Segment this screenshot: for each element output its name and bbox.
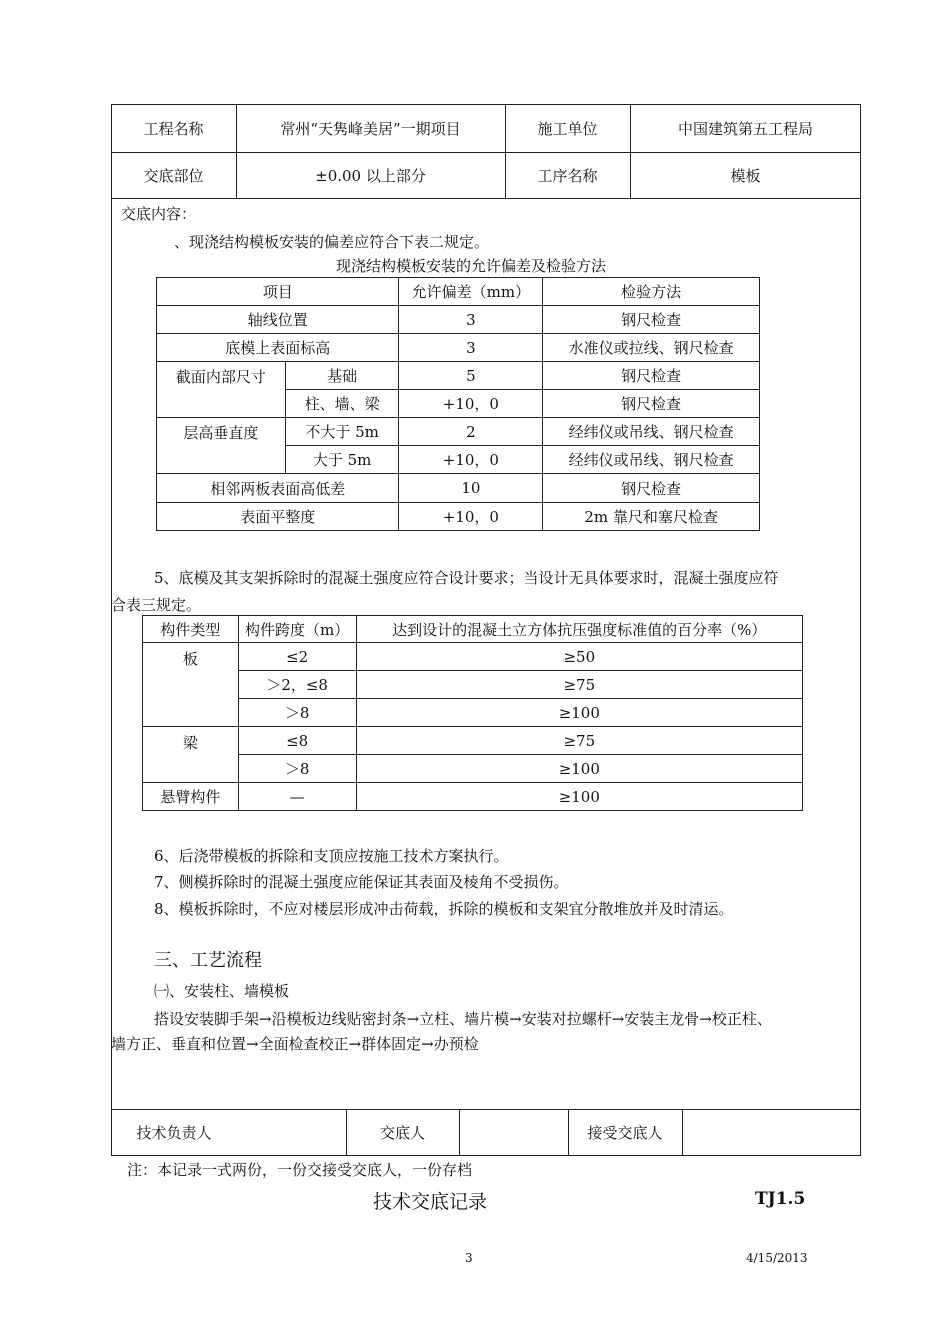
t2-cell: 大于 5m [285, 446, 399, 474]
removal-strength-table [142, 615, 803, 811]
formwork-tolerance-table [156, 277, 760, 531]
print-date: 4/15/2013 [746, 1251, 808, 1265]
table2-title: 现浇结构模板安装的允许偏差及检验方法 [336, 257, 607, 275]
item-7-text: 7、侧模拆除时的混凝土强度应能保证其表面及棱角不受损伤。 [154, 873, 569, 891]
subsection-1-heading: ㈠、安装柱、墙模板 [154, 982, 290, 1000]
t2-cell: +10，0 [399, 503, 543, 531]
item-5-line-2: 合表三规定。 [111, 596, 202, 614]
t2-cell: 钢尺检查 [543, 306, 760, 334]
sig-col-2 [459, 1109, 460, 1156]
receiver-label: 接受交底人 [587, 1124, 663, 1142]
t3-cell: ＞8 [238, 699, 356, 727]
t2-cell: +10，0 [399, 390, 543, 418]
t3-cell: ≥100 [356, 755, 802, 783]
t3-cell: ＞8 [238, 755, 356, 783]
item-4-text: 、现浇结构模板安装的偏差应符合下表二规定。 [174, 233, 490, 251]
t2-header-item: 项目 [157, 278, 399, 306]
t3-cell: ≤8 [238, 727, 356, 755]
t2-cell: 5 [399, 362, 543, 390]
unit-label: 施工单位 [537, 119, 598, 138]
project-label: 工程名称 [143, 119, 204, 138]
t3-cell: ≥100 [356, 699, 802, 727]
sig-col-4 [682, 1109, 683, 1156]
part-label: 交底部位 [143, 166, 204, 185]
process-value: 模板 [730, 166, 761, 185]
t3-cell: ＞2，≤8 [238, 671, 356, 699]
t3-cell: ≥75 [356, 727, 802, 755]
tech-lead-label: 技术负责人 [136, 1124, 212, 1142]
t2-cell: 经纬仪或吊线、钢尺检查 [543, 446, 760, 474]
t2-cell: 2 [399, 418, 543, 446]
process-label: 工序名称 [537, 166, 598, 185]
t2-cell: 钢尺检查 [543, 362, 760, 390]
t3-cell: ≥100 [356, 783, 802, 811]
t2-cell: +10，0 [399, 446, 543, 474]
t3-header-strength: 达到设计的混凝土立方体抗压强度标准值的百分率（%） [356, 616, 802, 643]
document-title: 技术交底记录 [373, 1191, 488, 1213]
flow-line-1: 搭设安装脚手架→沿模板边线贴密封条→立柱、墙片模→安装对拉螺杆→安装主龙骨→校正柱、 [154, 1010, 772, 1028]
t2-cell: 10 [399, 474, 543, 503]
t2-cell: 不大于 5m [285, 418, 399, 446]
t2-header-tolerance: 允许偏差（mm） [399, 278, 543, 306]
t2-cell: 轴线位置 [157, 306, 399, 334]
section-3-heading: 三、工艺流程 [154, 950, 262, 971]
t2-cell: 水准仪或拉线、钢尺检查 [543, 334, 760, 362]
t2-cell: 基础 [285, 362, 399, 390]
t2-cell: 3 [399, 334, 543, 362]
t2-cell: 钢尺检查 [543, 474, 760, 503]
document-code: TJ1.5 [755, 1189, 806, 1209]
t2-cell: 表面平整度 [157, 503, 399, 531]
project-value: 常州“天隽峰美居”一期项目 [280, 119, 461, 138]
t3-cell: 悬臂构件 [143, 783, 239, 811]
t2-cell: 2m 靠尺和塞尺检查 [543, 503, 760, 531]
t2-cell: 底模上表面标高 [157, 334, 399, 362]
record-note: 注：本记录一式两份，一份交接受交底人，一份存档 [127, 1161, 473, 1179]
handover-label: 交底人 [379, 1124, 425, 1142]
header-bottom [111, 198, 861, 199]
t3-group-beam: 梁 [143, 727, 239, 783]
t2-group-verticality: 层高垂直度 [157, 418, 286, 474]
content-label: 交底内容： [121, 205, 197, 223]
item-5-line-1: 5、底模及其支架拆除时的混凝土强度应符合设计要求；当设计无具体要求时，混凝土强度应符 [154, 569, 779, 587]
t3-cell: ≥50 [356, 643, 802, 671]
t2-cell: 钢尺检查 [543, 390, 760, 418]
item-8-text: 8、模板拆除时，不应对楼层形成冲击荷载，拆除的模板和支架宜分散堆放并及时清运。 [154, 900, 734, 918]
t3-cell: ≥75 [356, 671, 802, 699]
t3-cell: ≤2 [238, 643, 356, 671]
part-value: ±0.00 以上部分 [315, 166, 426, 185]
t3-cell: — [238, 783, 356, 811]
t2-group-section: 截面内部尺寸 [157, 362, 286, 418]
flow-line-2: 墙方正、垂直和位置→全面检查校正→群体固定→办预检 [111, 1035, 479, 1053]
t3-header-span: 构件跨度（m） [238, 616, 356, 643]
page-number: 3 [465, 1251, 473, 1265]
t3-group-slab: 板 [143, 643, 239, 727]
t2-cell: 相邻两板表面高低差 [157, 474, 399, 503]
unit-value: 中国建筑第五工程局 [677, 119, 813, 138]
t2-cell: 3 [399, 306, 543, 334]
t2-cell: 柱、墙、梁 [285, 390, 399, 418]
t3-header-type: 构件类型 [143, 616, 239, 643]
t2-cell: 经纬仪或吊线、钢尺检查 [543, 418, 760, 446]
item-6-text: 6、后浇带模板的拆除和支顶应按施工技术方案执行。 [154, 847, 509, 865]
t2-header-method: 检验方法 [543, 278, 760, 306]
